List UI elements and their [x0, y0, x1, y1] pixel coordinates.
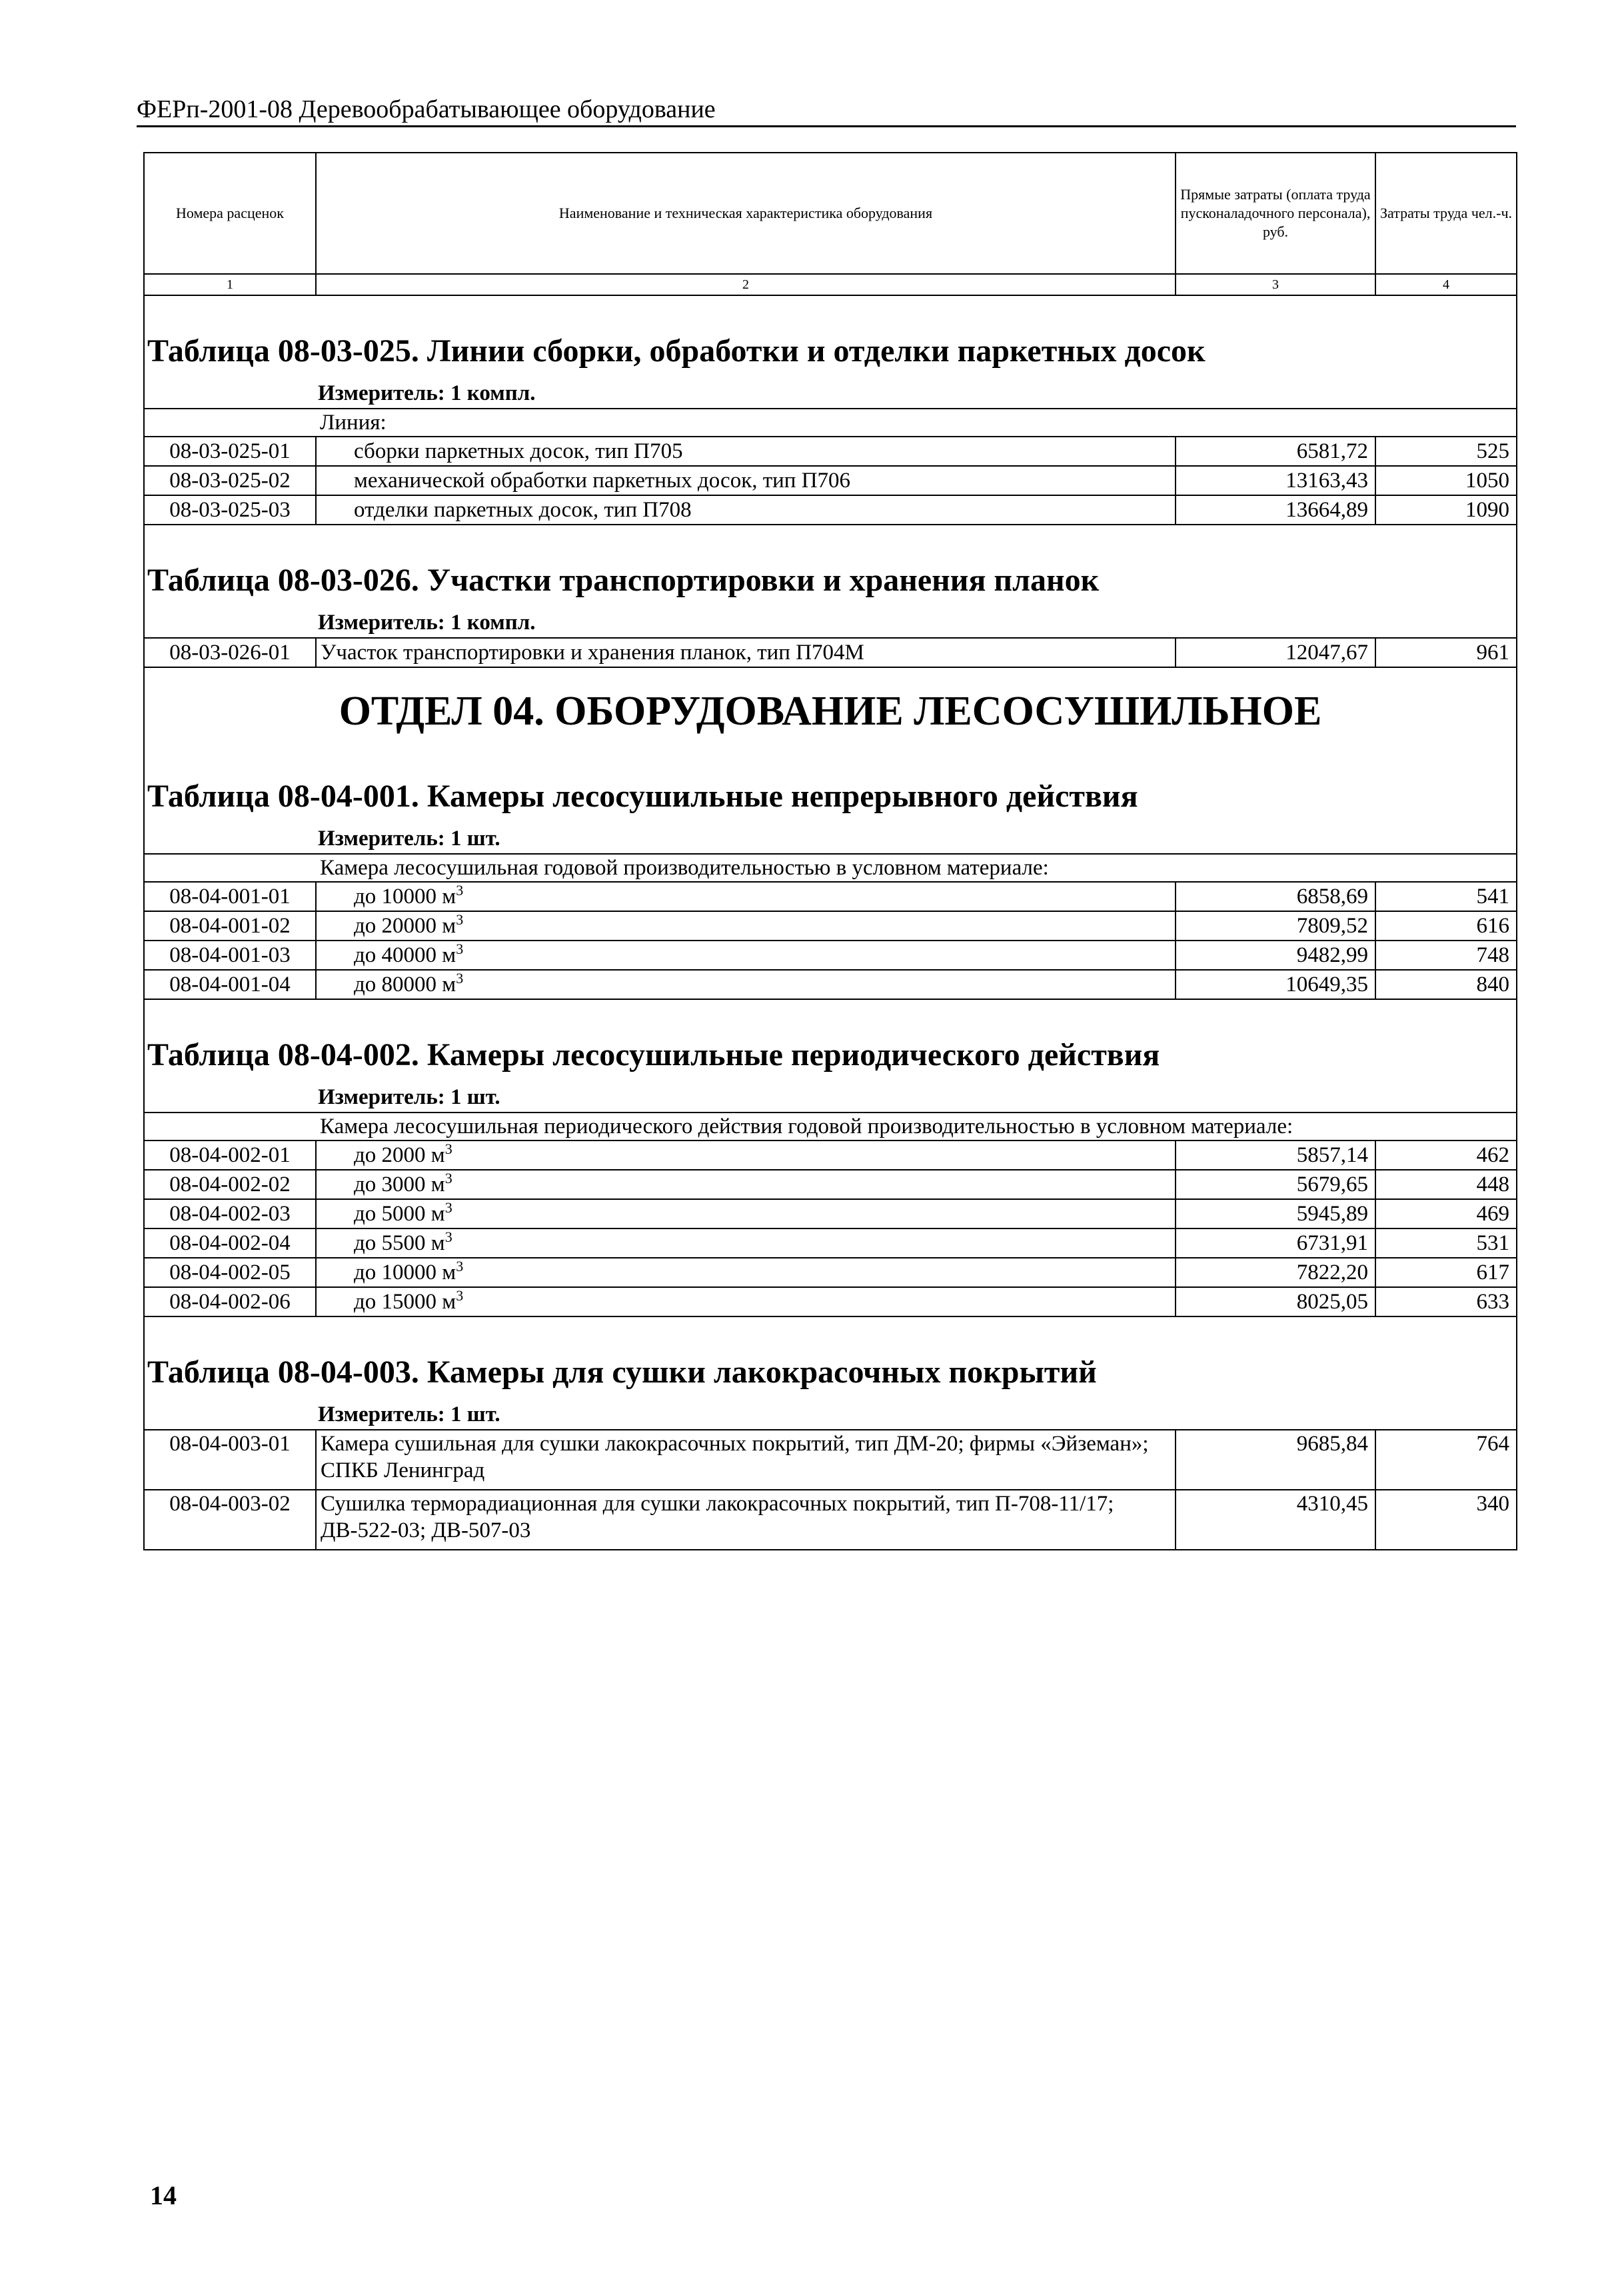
rate-code: 08-04-003-01 — [144, 1430, 316, 1490]
item-name: до 20000 м — [354, 914, 456, 938]
labor-value: 525 — [1375, 437, 1517, 466]
cost-value: 4310,45 — [1176, 1490, 1375, 1550]
unit-superscript: 3 — [456, 911, 464, 928]
item-name: до 2000 м — [354, 1143, 445, 1167]
labor-value: 1090 — [1375, 495, 1517, 525]
cost-value: 13664,89 — [1176, 495, 1375, 525]
cost-value: 5679,65 — [1176, 1170, 1375, 1199]
table-title: Таблица 08-03-025. Линии сборки, обработки и отделки паркетных досок — [144, 295, 1517, 379]
header-col-name: Наименование и техническая характеристика оборудования — [316, 153, 1176, 274]
table-title-row — [144, 999, 1517, 1083]
rate-code: 08-04-001-04 — [144, 970, 316, 999]
cost-value: 9482,99 — [1176, 941, 1375, 970]
table-row — [144, 970, 1517, 999]
rates-table-frame — [143, 152, 1516, 1585]
header-num-2: 2 — [316, 274, 1176, 295]
item-name: до 15000 м — [354, 1290, 456, 1314]
header-num-4: 4 — [1375, 274, 1517, 295]
unit-superscript: 3 — [456, 941, 464, 957]
rate-code: 08-04-001-03 — [144, 941, 316, 970]
rate-code: 08-04-003-02 — [144, 1490, 316, 1550]
rate-code: 08-03-025-02 — [144, 466, 316, 495]
table-row — [144, 941, 1517, 970]
measure-label: Измеритель: 1 шт. — [318, 1402, 500, 1426]
rate-code: 08-04-002-04 — [144, 1228, 316, 1258]
cost-value: 13163,43 — [1176, 466, 1375, 495]
running-head: ФЕРп-2001-08 Деревообрабатывающее оборудование — [137, 95, 1516, 127]
section-heading-row — [144, 667, 1517, 755]
labor-value: 531 — [1375, 1228, 1517, 1258]
rate-code: 08-04-002-05 — [144, 1258, 316, 1287]
header-number-row — [144, 274, 1517, 295]
labor-value: 1050 — [1375, 466, 1517, 495]
header-num-3: 3 — [1176, 274, 1375, 295]
item-name: Камера сушильная для сушки лакокрасочных покрытий, тип ДМ-20; фирмы «Эйземан»; СПКБ Ленинград — [316, 1430, 1176, 1490]
cost-value: 8025,05 — [1176, 1287, 1375, 1316]
cost-value: 10649,35 — [1176, 970, 1375, 999]
table-row — [144, 1490, 1517, 1550]
rate-code: 08-04-001-02 — [144, 911, 316, 941]
group-label: Камера лесосушильная годовой производительностью в условном материале: — [316, 854, 1517, 882]
labor-value: 748 — [1375, 941, 1517, 970]
header-col-cost: Прямые затраты (оплата труда пусконаладочного персонала), руб. — [1176, 153, 1375, 274]
rate-code: 08-04-002-03 — [144, 1199, 316, 1228]
rate-code: 08-04-002-01 — [144, 1141, 316, 1170]
measure-row — [144, 1400, 1517, 1430]
item-name: до 80000 м — [354, 973, 456, 997]
labor-value: 541 — [1375, 882, 1517, 911]
labor-value: 448 — [1375, 1170, 1517, 1199]
page-number: 14 — [150, 2180, 177, 2210]
labor-value: 617 — [1375, 1258, 1517, 1287]
labor-value: 616 — [1375, 911, 1517, 941]
item-name: сборки паркетных досок, тип П705 — [354, 439, 683, 463]
cost-value: 7809,52 — [1176, 911, 1375, 941]
table-row — [144, 466, 1517, 495]
cost-value: 6581,72 — [1176, 437, 1375, 466]
rate-code: 08-03-026-01 — [144, 638, 316, 667]
labor-value: 764 — [1375, 1430, 1517, 1490]
section-heading: ОТДЕЛ 04. ОБОРУДОВАНИЕ ЛЕСОСУШИЛЬНОЕ — [144, 667, 1517, 755]
unit-superscript: 3 — [444, 1199, 452, 1216]
item-name: до 3000 м — [354, 1172, 445, 1196]
group-row — [144, 409, 1517, 437]
cost-value: 6858,69 — [1176, 882, 1375, 911]
labor-value: 462 — [1375, 1141, 1517, 1170]
unit-superscript: 3 — [456, 882, 464, 899]
measure-row — [144, 608, 1517, 638]
measure-label: Измеритель: 1 шт. — [318, 1085, 500, 1109]
labor-value: 961 — [1375, 638, 1517, 667]
cost-value: 9685,84 — [1176, 1430, 1375, 1490]
item-name: до 40000 м — [354, 943, 456, 967]
unit-superscript: 3 — [456, 1287, 464, 1304]
item-name: отделки паркетных досок, тип П708 — [354, 498, 692, 522]
item-name: до 5500 м — [354, 1231, 445, 1255]
table-row — [144, 1228, 1517, 1258]
labor-value: 340 — [1375, 1490, 1517, 1550]
table-row — [144, 1141, 1517, 1170]
table-title-row — [144, 295, 1517, 379]
table-row — [144, 1199, 1517, 1228]
header-col-labor: Затраты труда чел.-ч. — [1375, 153, 1517, 274]
item-name: Участок транспортировки и хранения планок, тип П704М — [316, 638, 1176, 667]
rate-code: 08-03-025-01 — [144, 437, 316, 466]
header-row — [144, 153, 1517, 274]
measure-label: Измеритель: 1 компл. — [318, 381, 536, 405]
header-num-1: 1 — [144, 274, 316, 295]
measure-row — [144, 824, 1517, 854]
labor-value: 469 — [1375, 1199, 1517, 1228]
item-name: до 10000 м — [354, 1260, 456, 1284]
cost-value: 5945,89 — [1176, 1199, 1375, 1228]
rate-code: 08-04-001-01 — [144, 882, 316, 911]
group-row — [144, 854, 1517, 882]
measure-label: Измеритель: 1 компл. — [318, 610, 536, 635]
cost-value: 6731,91 — [1176, 1228, 1375, 1258]
table-row — [144, 911, 1517, 941]
cost-value: 7822,20 — [1176, 1258, 1375, 1287]
item-name: механической обработки паркетных досок, тип П706 — [354, 469, 851, 493]
table-row — [144, 638, 1517, 667]
table-title-row — [144, 1316, 1517, 1400]
cost-value: 5857,14 — [1176, 1141, 1375, 1170]
measure-row — [144, 379, 1517, 409]
measure-label: Измеритель: 1 шт. — [318, 826, 500, 851]
table-row — [144, 1258, 1517, 1287]
table-title: Таблица 08-04-003. Камеры для сушки лакокрасочных покрытий — [144, 1316, 1517, 1400]
table-title-row — [144, 755, 1517, 824]
table-row — [144, 1170, 1517, 1199]
table-title: Таблица 08-03-026. Участки транспортировки и хранения планок — [144, 525, 1517, 608]
unit-superscript: 3 — [444, 1228, 452, 1245]
rate-code: 08-04-002-02 — [144, 1170, 316, 1199]
table-row — [144, 882, 1517, 911]
rates-table — [143, 152, 1517, 1550]
table-title-row — [144, 525, 1517, 608]
header-col-codes: Номера расценок — [144, 153, 316, 274]
rate-code: 08-03-025-03 — [144, 495, 316, 525]
item-name: Сушилка терморадиационная для сушки лакокрасочных покрытий, тип П-708-11/17; ДВ-522-03; ДВ-507-03 — [316, 1490, 1176, 1550]
item-name: до 5000 м — [354, 1202, 445, 1226]
unit-superscript: 3 — [444, 1170, 452, 1186]
unit-superscript: 3 — [456, 970, 464, 987]
labor-value: 633 — [1375, 1287, 1517, 1316]
group-label: Камера лесосушильная периодического действия годовой производительностью в условном материале: — [316, 1113, 1517, 1141]
cost-value: 12047,67 — [1176, 638, 1375, 667]
table-row — [144, 1287, 1517, 1316]
group-label: Линия: — [316, 409, 1517, 437]
table-title: Таблица 08-04-002. Камеры лесосушильные периодического действия — [144, 999, 1517, 1083]
measure-row — [144, 1083, 1517, 1113]
table-row — [144, 495, 1517, 525]
table-row — [144, 1430, 1517, 1490]
unit-superscript: 3 — [444, 1141, 452, 1157]
labor-value: 840 — [1375, 970, 1517, 999]
item-name: до 10000 м — [354, 885, 456, 909]
rate-code: 08-04-002-06 — [144, 1287, 316, 1316]
group-row — [144, 1113, 1517, 1141]
table-row — [144, 437, 1517, 466]
unit-superscript: 3 — [456, 1258, 464, 1274]
table-title: Таблица 08-04-001. Камеры лесосушильные непрерывного действия — [144, 755, 1517, 824]
